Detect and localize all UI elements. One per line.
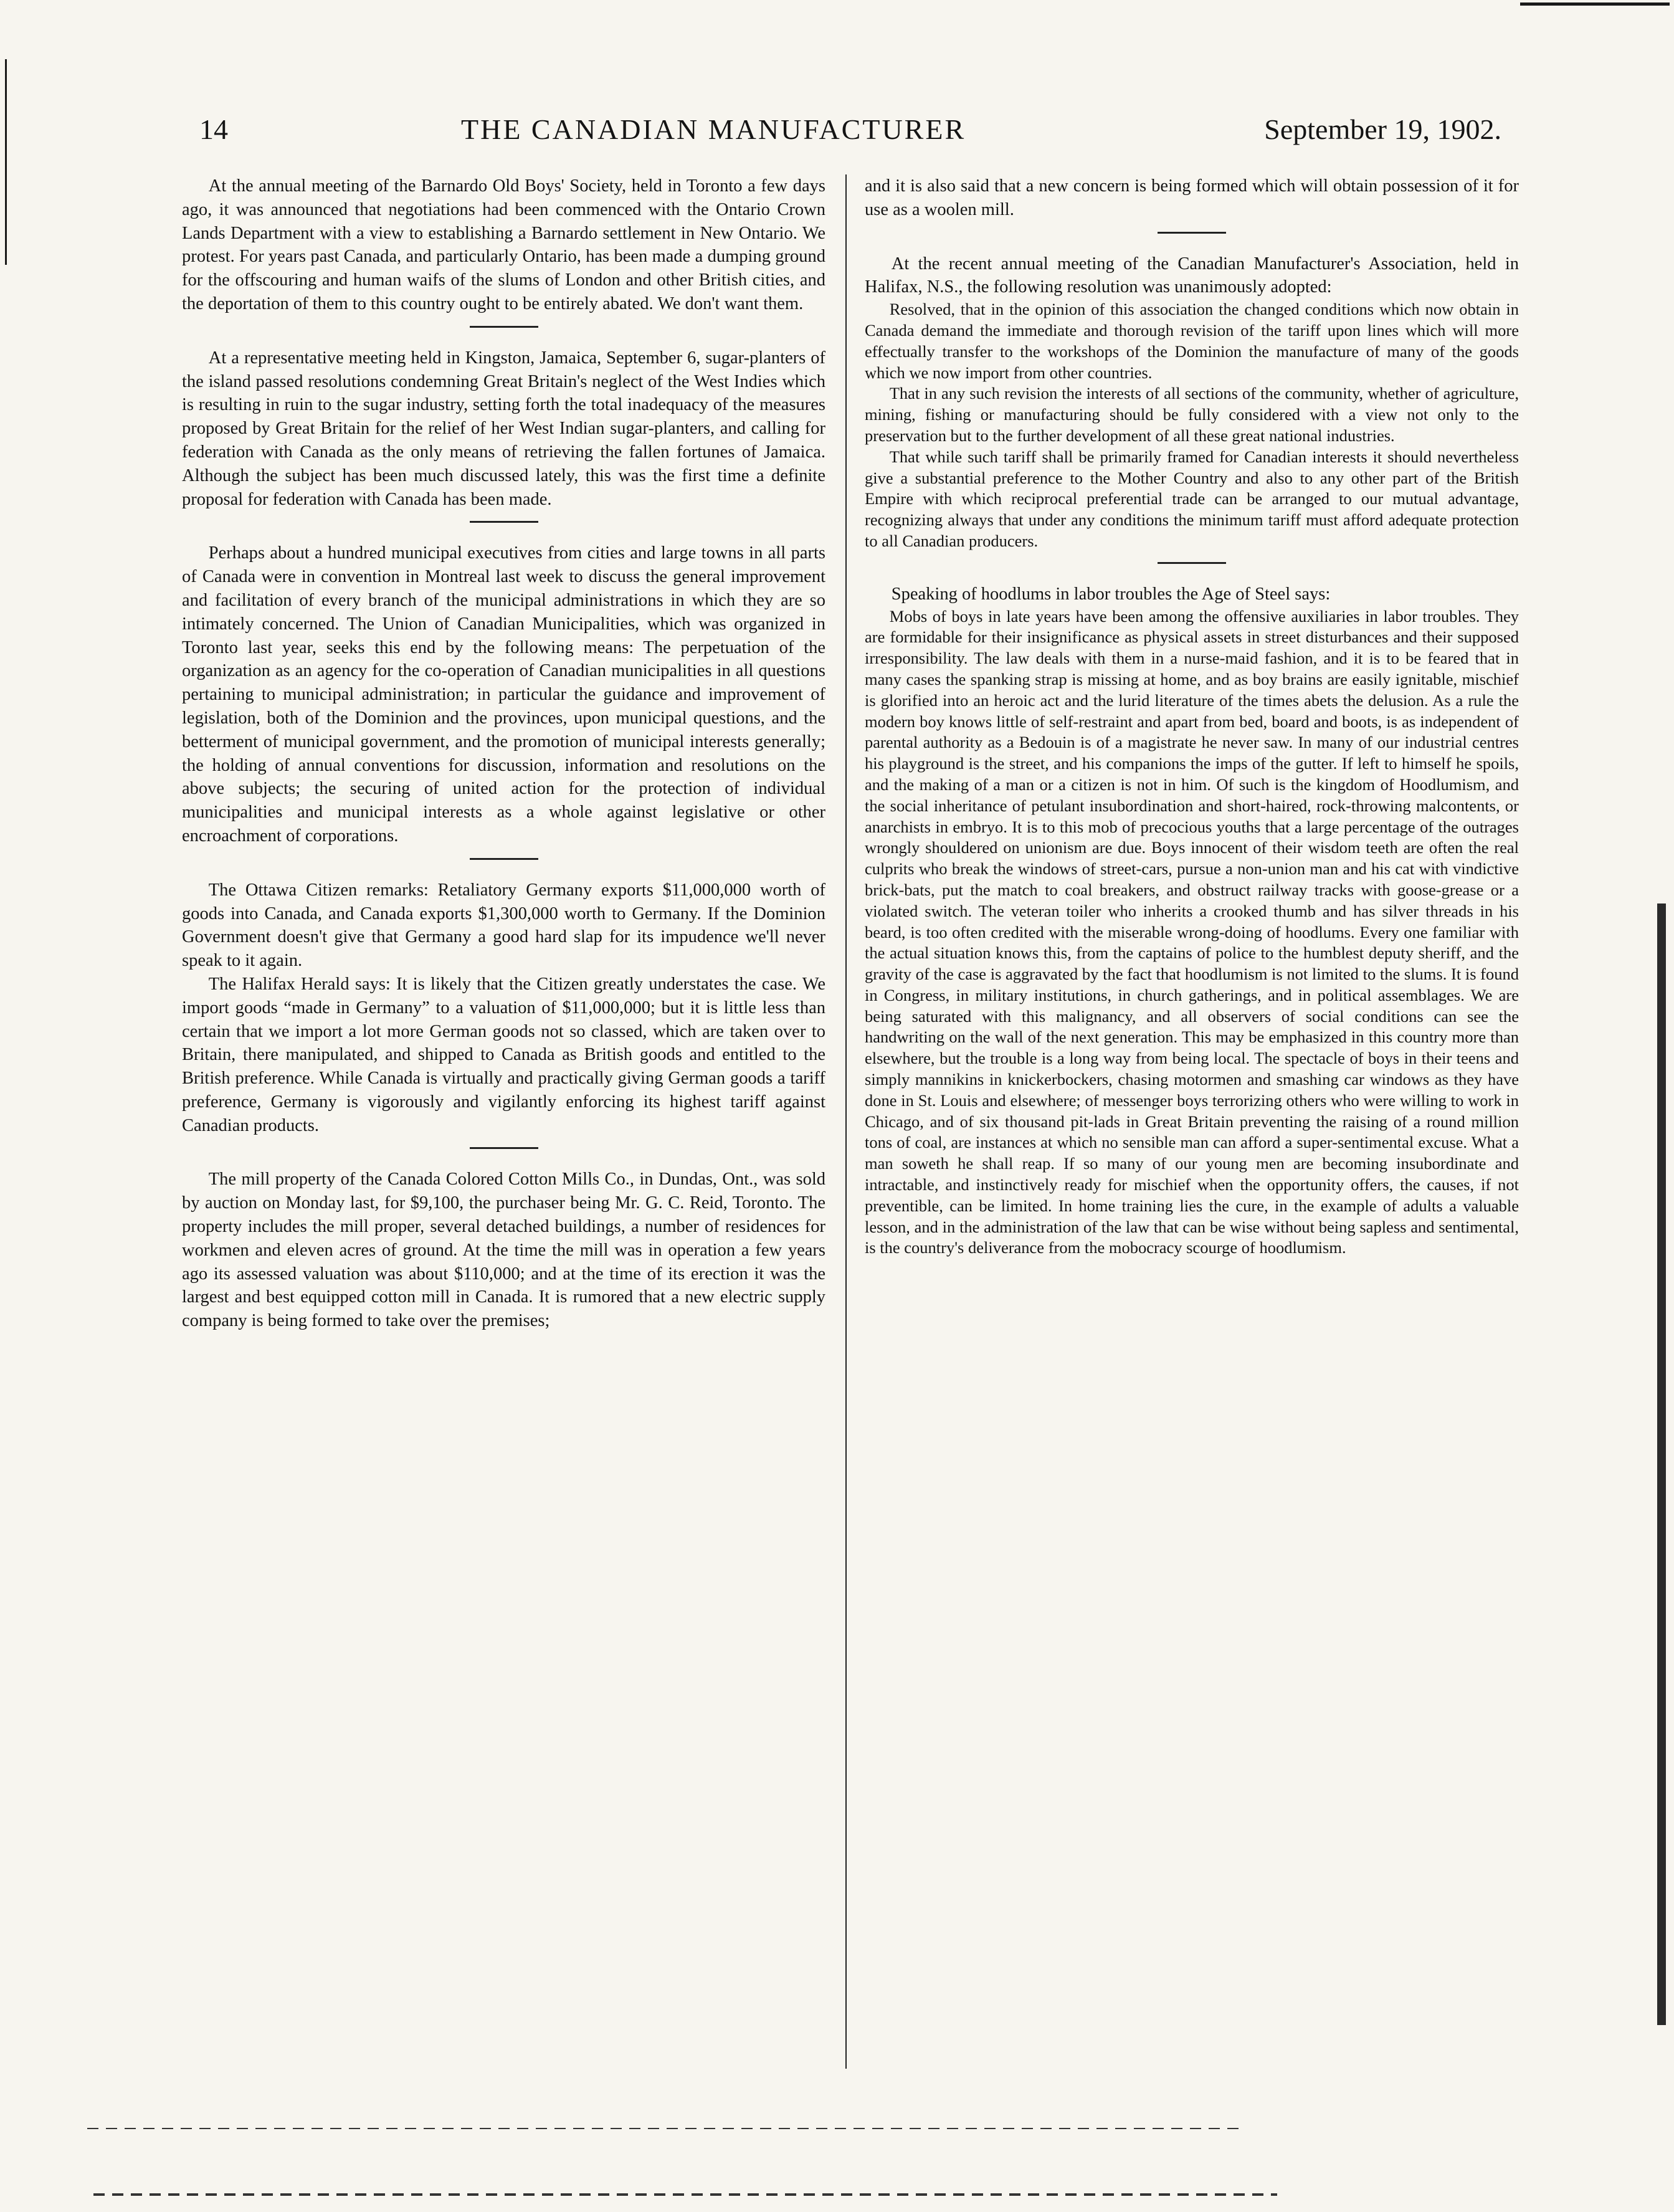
article-separator <box>470 521 538 523</box>
article-separator <box>470 326 538 328</box>
column-rule <box>845 174 847 2069</box>
article <box>182 1168 825 1333</box>
scan-edge-mark-top <box>1520 2 1670 6</box>
bottom-rule-upper <box>87 2128 1240 2129</box>
quoted-paragraph: That while such tariff shall be primarily framed for Canadian interests it should nevertheless give a substantial preference to the Mother Country and also to any other part of the British Empire with which reciprocal preferential trade can be arranged to our mutual advantage, recognizing always that under any conditions the minimum tariff must afford adequate protection to all Canadian producers. <box>865 447 1519 550</box>
bottom-rule-lower <box>93 2193 1277 2196</box>
quoted-paragraph: Resolved, that in the opinion of this association the changed conditions which now obtain in Canada demand the immediate and thorough revision of the tariff upon lines which will more effectually transfer to the workshops of the Dominion the manufacture of many of the goods which we now import from other countries. <box>865 300 1519 382</box>
article-paragraph: At the annual meeting of the Barnardo Old Boys' Society, held in Toronto a few days ago, it was announced that negotiations had been commenced with the Ontario Crown Lands Department with a view to establishing a Barnardo settlement in New Ontario. We protest. For years past Canada, and particularly Ontario, has been made a dumping ground for the offscouring and human waifs of the slums of London and other British cities, and the deportation of them to this country ought to be entirely abated. We don't want them. <box>182 176 825 313</box>
article-separator <box>1158 232 1226 234</box>
article <box>865 252 1519 552</box>
article-paragraph: At a representative meeting held in Kingston, Jamaica, September 6, sugar-planters of the island passed resolutions condemning Great Britain's neglect of the West Indies which is resulting in ruin to the sugar industry, setting forth the total inadequacy of the measures proposed by Great Britain for the relief of her West Indian sugar-planters, and calling for federation with Canada as the only means of retrieving the fallen fortunes of Jamaica. Although the subject has been much discussed lately, this was the first time a definite proposal for federation with Canada has been made. <box>182 348 825 509</box>
scan-edge-mark-right <box>1657 903 1666 2025</box>
running-header <box>199 111 1501 155</box>
article <box>182 541 825 847</box>
article <box>865 174 1519 222</box>
article-separator <box>470 1147 538 1149</box>
left-column <box>182 174 825 1333</box>
quoted-paragraph: That in any such revision the interests of all sections of the community, whether of agriculture, mining, fishing or manufacturing should be fully considered with a view not only to the preservation but to the further development of all these great national industries. <box>865 384 1519 445</box>
issue-date: September 19, 1902. <box>1264 113 1501 145</box>
article-paragraph: The Ottawa Citizen remarks: Retaliatory Germany exports $11,000,000 worth of goods into Canada, and Canada exports $1,300,000 worth to Germany. If the Dominion Government doesn't give that Germany a good hard slap for its impudence we'll never speak to it again. <box>182 880 825 971</box>
article-paragraph: At the recent annual meeting of the Canadian Manufacturer's Association, held in Halifax, N.S., the following resolution was unanimously adopted: <box>865 254 1519 297</box>
page-number: 14 <box>199 113 228 145</box>
article <box>182 879 825 1138</box>
article <box>182 174 825 316</box>
article-separator <box>470 858 538 860</box>
article-paragraph: The Halifax Herald says: It is likely that the Citizen greatly understates the case. We import goods “made in Germany” to a valuation of $11,000,000; but it is little less than certain that we import a lot more German goods not so classed, which are taken over to Britain, there manipulated, and shipped to Canada as British goods and entitled to the British preference. While Canada is virtually and practically giving German goods a tariff preference, Germany is vigorously and vigilantly enforcing its highest tariff against Canadian products. <box>182 974 825 1135</box>
article <box>865 583 1519 1259</box>
article <box>182 346 825 512</box>
right-column <box>865 174 1519 1259</box>
scan-edge-mark-left <box>5 59 7 265</box>
article-paragraph: Speaking of hoodlums in labor troubles the Age of Steel says: <box>891 584 1331 604</box>
article-separator <box>1158 562 1226 564</box>
quoted-paragraph: Mobs of boys in late years have been among the offensive auxiliaries in labor troubles. They are formidable for their insignificance as physical assets in street disturbances and their supposed irresponsibility. The law deals with them in a nurse-maid fashion, and it is to be feared that in many cases the spanking strap is missing at home, and as boy brains are easily ignitable, mischief is glorified into an heroic act and the lurid literature of the times abets the delusion. As a rule the modern boy knows little of self-restraint and apart from bed, board and boots, is as independent of parental authority as a Bedouin is of a magistrate he never saw. In many of our industrial centres his playground is the street, and his companions the imps of the gutter. If left to himself he spoils, and the making of a man or a citizen is not in him. Of such is the kingdom of Hoodlumism, and the social inheritance of petulant insubordination and short-haired, rock-throwing malcontents, or anarchists in embryo. It is to this mob of precocious youths that a large percentage of the outrages wrongly shouldered on unionism are due. Boys innocent of their wisdom teeth are often the real culprits who break the windows of street-cars, pursue a non-union man and his cat with vindictive brick-bats, put the match to coal breakers, and obstruct railway tracks with goose-grease or a violated switch. The veteran toiler who inherits a crooked thumb and has silver threads in his beard, is too often credited with the miserable wrong-doing of hoodlums. Every one familiar with the actual situation knows this, from the captains of police to the humblest deputy sheriff, and the gravity of the case is aggravated by the fact that hoodlumism is not limited to the slums. It is found in Congress, in military institutions, in church gatherings, and in political assemblages. We are being saturated with this malignancy, and all observers of social conditions can see the handwriting on the wall of the next generation. This may be emphasized in this country more than elsewhere, but the trouble is a long way from being local. The spectacle of boys in their teens and simply mannikins in knickerbockers, chasing motormen and smashing car windows as they have done in St. Louis and elsewhere; of messenger boys terrorizing others who were willing to work in Chicago, and of six thousand pit-lads in Great Britain preventing the raising of a round million tons of coal, are instances at which no sensible man can afford a super-sentimental excuse. What a man soweth he shall reap. If so many of our young men are becoming insubordinate and intractable, and instinctively ready for mischief when the opportunity offers, the causes, if not preventible, can be limited. In home training lies the cure, in the example of adults a valuable lesson, and in the administration of the law that can be wise without being sapless and sentimental, is the country's deliverance from the mobocracy scourge of hoodlumism. <box>865 606 1519 1257</box>
article-paragraph: The mill property of the Canada Colored Cotton Mills Co., in Dundas, Ont., was sold by auction on Monday last, for $9,100, the purchaser being Mr. G. C. Reid, Toronto. The property includes the mill proper, several detached buildings, a number of residences for workmen and eleven acres of ground. At the time the mill was in operation a few years ago its assessed valuation was about $110,000; and at the time of its erection it was the largest and best equipped cotton mill in Canada. It is rumored that a new electric supply company is being formed to take over the premises; <box>182 1170 825 1331</box>
article-paragraph: and it is also said that a new concern is being formed which will obtain possession of it for use as a woolen mill. <box>865 176 1519 219</box>
publication-title: THE CANADIAN MANUFACTURER <box>461 113 966 145</box>
article-paragraph: Perhaps about a hundred municipal executives from cities and large towns in all parts of Canada were in convention in Montreal last week to discuss the general improvement and facilitation of every branch of the municipal administrations in which they are so intimately concerned. The Union of Canadian Municipalities, which was organized in Toronto last year, seeks this end by the following means: The perpetuation of the organization as an agency for the co-operation of Canadian municipalities in all questions pertaining to municipal administration; in particular the guidance and improvement of legislation, both of the Dominion and the provinces, upon municipal questions, and the betterment of municipal government, and the promotion of municipal interests generally; the holding of annual conventions for discussion, information and resolutions on the above subjects; the securing of united action for the protection of individual municipalities and municipal interests as a whole against legislative or other encroachment of corporations. <box>182 543 825 846</box>
